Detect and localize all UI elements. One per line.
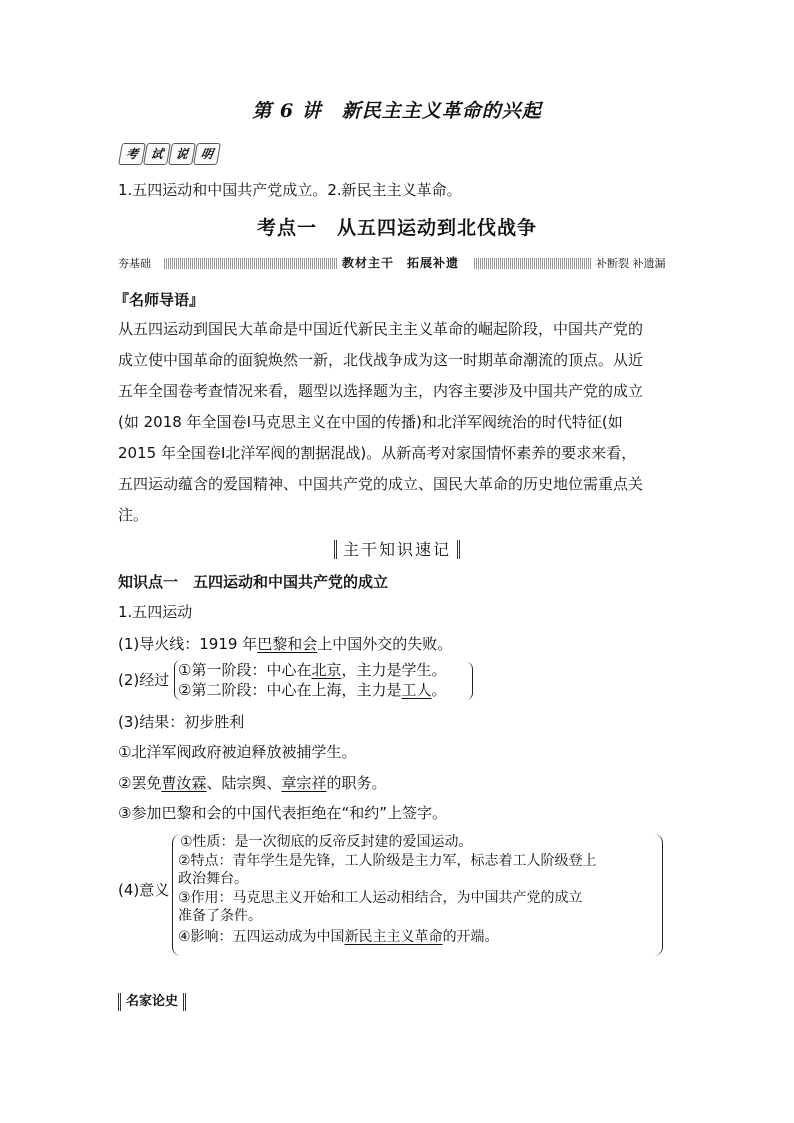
text: ②第二阶段：中心在上海，主力是 [178,681,402,699]
meaning-item [178,928,499,946]
sub1-title: 1.五四运动 [118,603,193,621]
exam-tag-char: 明 [193,143,221,165]
text: 。 [431,681,447,699]
result-item [118,773,387,793]
result-label: (3)结果：初步胜利 [118,713,245,731]
text: 的开端。 [442,929,499,945]
meaning-item: ①性质：是一次彻底的反帝反封建的爱国运动。 [180,834,473,850]
banner-right: 补断裂 补遗漏 [596,257,666,270]
text: ①第一阶段：中心在 [178,661,312,679]
underlined-text: 工人 [401,681,432,699]
text: 的职务。 [326,774,387,792]
meaning-label: (4)意义 [118,881,170,899]
underlined-text: 曹汝霖 [161,774,207,792]
text: ，主力是学生。 [341,661,447,679]
guide-line: 注。 [118,506,149,524]
underlined-text: 北京 [311,661,342,679]
meaning-item: 政治舞台。 [178,871,248,887]
text: ④影响：五四运动成为中国 [178,929,345,945]
banner-pattern [164,258,338,269]
section-title: 考点一 从五四运动到北伐战争 [256,217,537,239]
result-item: ①北洋军阀政府被迫释放被捕学生。 [118,743,357,761]
fuse-line [118,634,452,654]
process-label: (2)经过 [118,671,170,689]
guide-label: 『名师导语』 [114,291,205,309]
meaning-item: ②特点：青年学生是先锋，工人阶级是主力军，标志着工人阶级登上 [178,853,597,869]
knowledge-heading [0,537,794,560]
exam-tag-char: 考 [118,143,146,165]
text: 、陆宗舆、 [206,774,282,792]
meaning-item: ③作用：马克思主义开始和工人运动相结合，为中国共产党的成立 [178,890,583,906]
brace-right [654,834,663,956]
underlined-text: 巴黎和会 [257,635,318,653]
text: 上中国外交的失败。 [317,635,453,653]
text: (1)导火线：1919 年 [118,635,258,653]
exam-tag-char: 试 [143,143,171,165]
banner-middle: 教材主干 拓展补遗 [342,256,460,270]
banner-left: 夯基础 [118,257,151,270]
stage1 [178,660,446,680]
guide-paragraph [118,314,678,531]
page-title: 第 6 讲 新民主主义革命的兴起 [252,100,542,122]
stage2 [178,680,446,700]
text: ②罢免 [118,774,162,792]
underlined-text: 新民主主义革命 [344,929,443,945]
heading-bar-left [334,540,343,559]
banner-pattern [474,258,592,269]
knowledge-title: 主干知识速记 [342,540,451,559]
footer-tag: 名家论史 [118,993,186,1011]
result-item: ③参加巴黎和会的中国代表拒绝在“和约”上签字。 [118,804,447,822]
exam-description: 1.五四运动和中国共产党成立。2.新民主主义革命。 [118,181,462,199]
point1-title: 知识点一 五四运动和中国共产党的成立 [118,573,389,591]
section-banner [118,255,676,272]
underlined-text: 章宗祥 [281,774,327,792]
guide-line: (如 2018 年全国卷Ⅰ马克思主义在中国的传播)和北洋军阀统治的时代特征(如 [118,413,623,431]
guide-line: 成立使中国革命的面貌焕然一新，北伐战争成为这一时期革命潮流的顶点。从近 [118,351,644,369]
guide-line: 五四运动蕴含的爱国精神、中国共产党的成立、国民大革命的历史地位需重点关 [118,475,644,493]
meaning-item: 准备了条件。 [178,908,262,924]
brace-right [466,662,473,700]
exam-tag [120,143,220,165]
exam-tag-char: 说 [168,143,196,165]
heading-bar-right [451,540,460,559]
guide-line: 2015 年全国卷Ⅰ北洋军阀的割据混战)。从新高考对家国情怀素养的要求来看， [118,444,637,462]
guide-line: 五年全国卷考查情况来看，题型以选择题为主，内容主要涉及中国共产党的成立 [118,382,644,400]
guide-line: 从五四运动到国民大革命是中国近代新民主主义革命的崛起阶段，中国共产党的 [118,320,644,338]
